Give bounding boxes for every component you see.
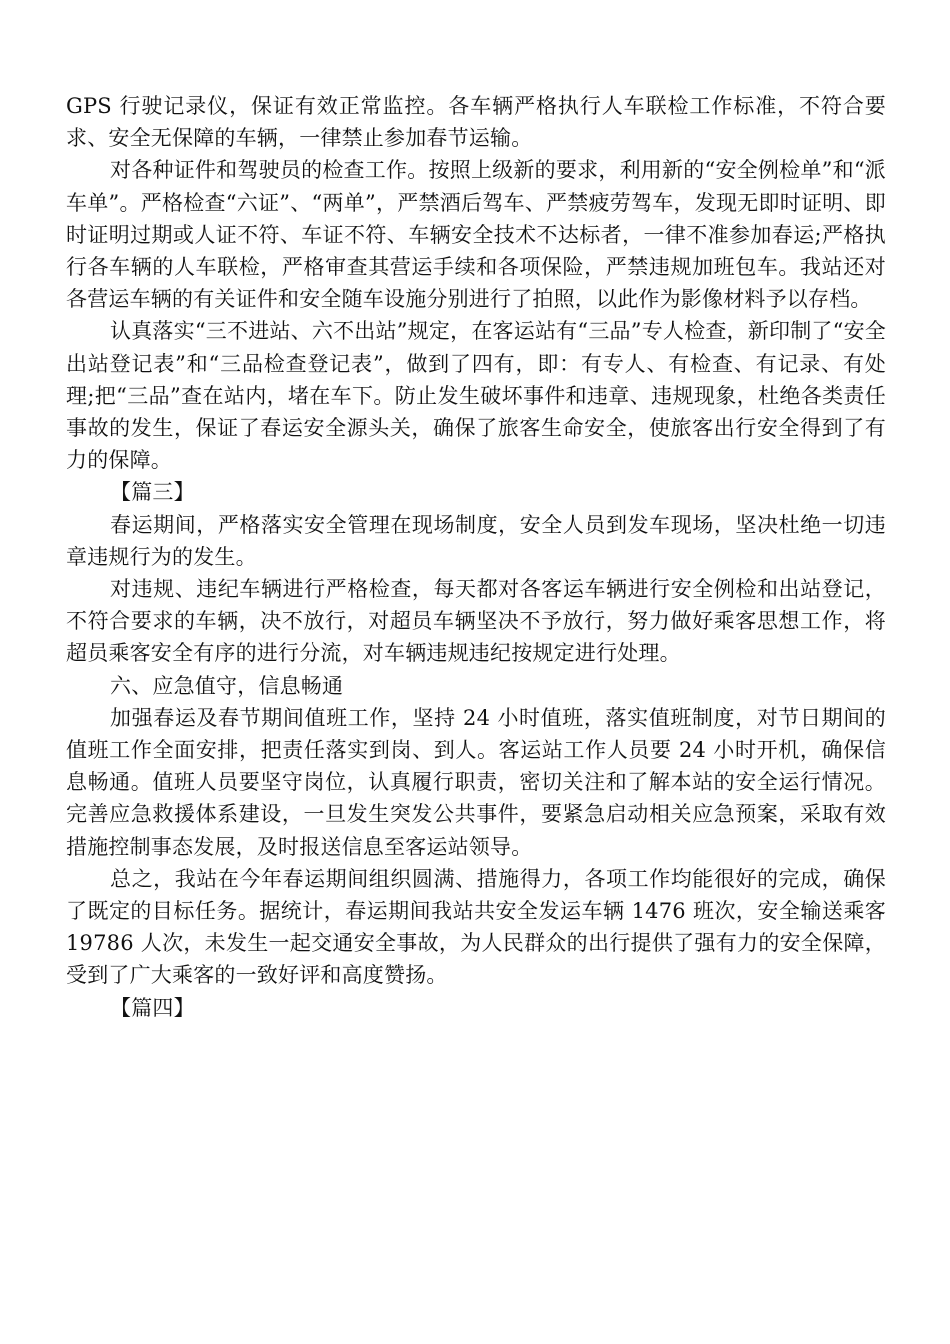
paragraph-onsite-safety-management: 春运期间，严格落实安全管理在现场制度，安全人员到发车现场，坚决杜绝一切违章违规行为的发生。	[66, 512, 886, 569]
paragraph-24-hour-duty: 加强春运及春节期间值班工作，坚持 24 小时值班，落实值班制度，对节日期间的值班工作全面安排，把责任落实到岗、到人。客运站工作人员要 24 小时开机，确保信息畅通。值班人员要坚守岗位，认真履行职责，密切关注和了解本站的安全运行情况。完善应急救援体系建设，一旦发生突发公共事件，要紧急启动相关应急预案，采取有效措施控制事态发展，及时报送信息至客运站领导。	[66, 705, 886, 859]
paragraph-document-checks: 对各种证件和驾驶员的检查工作。按照上级新的要求，利用新的“安全例检单”和“派车单”。严格检查“六证”、“两单”，严禁酒后驾车、严禁疲劳驾车，发现无即时证明、即时证明过期或人证不符、车证不符、车辆安全技术不达标者，一律不准参加春运;严格执行各车辆的人车联检，严格审查其营运手续和各项保险，严禁违规加班包车。我站还对各营运车辆的有关证件和安全随车设施分别进行了拍照，以此作为影像材料予以存档。	[66, 158, 886, 312]
section-heading-part-four: 【篇四】	[110, 995, 195, 1020]
section-title-emergency-duty: 六、应急值守，信息畅通	[110, 673, 344, 698]
section-heading-part-three: 【篇三】	[110, 480, 195, 505]
paragraph-three-items-inspection: 认真落实“三不进站、六不出站”规定，在客运站有“三品”专人检查，新印制了“安全出站登记表”和“三品检查登记表”，做到了四有，即：有专人、有检查、有记录、有处理;把“三品”查在站内，堵在车下。防止发生破坏事件和违章、违规现象，杜绝各类责任事故的发生，保证了春运安全源头关，确保了旅客生命安全，使旅客出行安全得到了有力的保障。	[66, 319, 886, 473]
paragraph-gps-recorder: GPS 行驶记录仪，保证有效正常监控。各车辆严格执行人车联检工作标准，不符合要求、安全无保障的车辆，一律禁止参加春节运输。	[66, 94, 886, 151]
paragraph-vehicle-violation-checks: 对违规、违纪车辆进行严格检查，每天都对各客运车辆进行安全例检和出站登记，不符合要求的车辆，决不放行，对超员车辆坚决不予放行，努力做好乘客思想工作，将超员乘客安全有序的进行分流，对车辆违规违纪按规定进行处理。	[66, 577, 886, 666]
document-body	[66, 90, 886, 1024]
paragraph-summary-statistics: 总之，我站在今年春运期间组织圆满、措施得力，各项工作均能很好的完成，确保了既定的目标任务。据统计，春运期间我站共安全发运车辆 1476 班次，安全输送乘客 19786 人次，未发生一起交通安全事故，为人民群众的出行提供了强有力的安全保障，受到了广大乘客的一致好评和高度赞扬。	[66, 866, 886, 988]
